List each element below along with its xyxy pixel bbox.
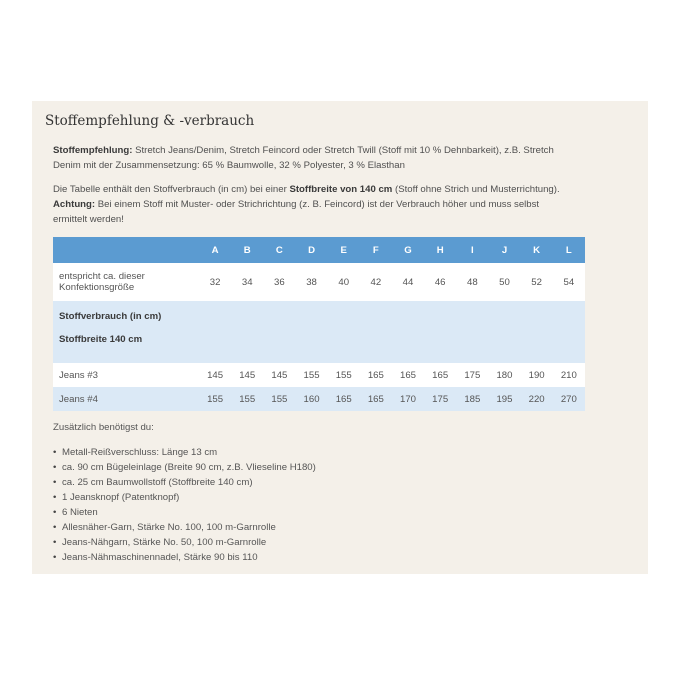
list-item: • Jeans-Nähgarn, Stärke No. 50, 100 m-Garnrolle [53, 535, 316, 550]
table-cell: 40 [328, 263, 360, 301]
table-cell: 48 [456, 263, 488, 301]
table-cell: 175 [456, 363, 488, 387]
section-cell [53, 301, 585, 363]
recommendation-label: Stoffempfehlung: [53, 145, 133, 156]
header-size-g: G [392, 237, 424, 263]
table-cell: 220 [521, 387, 553, 411]
table-cell: 42 [360, 263, 392, 301]
table-cell: 145 [199, 363, 231, 387]
header-empty-cell [53, 237, 199, 263]
table-cell: 195 [488, 387, 520, 411]
table-cell: 185 [456, 387, 488, 411]
info-bold-width: Stoffbreite von 140 cm [289, 184, 393, 195]
list-item: • Allesnäher-Garn, Stärke No. 100, 100 m-Garnrolle [53, 520, 316, 535]
list-item: • Jeans-Nähmaschinennadel, Stärke 90 bis 110 [53, 550, 316, 565]
table-row [53, 263, 585, 301]
row-label: Jeans #4 [53, 387, 199, 411]
header-size-k: K [521, 237, 553, 263]
section-title: Stoffempfehlung & -verbrauch [45, 113, 255, 129]
table-cell: 50 [488, 263, 520, 301]
list-item: • 1 Jeansknopf (Patentknopf) [53, 490, 316, 505]
table-cell: 180 [488, 363, 520, 387]
header-size-d: D [295, 237, 327, 263]
list-item: • 6 Nieten [53, 505, 316, 520]
table-cell: 155 [263, 387, 295, 411]
header-size-e: E [328, 237, 360, 263]
fabric-recommendation [53, 143, 573, 173]
table-cell: 165 [424, 363, 456, 387]
table-cell: 38 [295, 263, 327, 301]
row-label: entspricht ca. dieser Konfektionsgröße [53, 263, 199, 301]
table-cell: 36 [263, 263, 295, 301]
table-cell: 52 [521, 263, 553, 301]
table-cell: 145 [263, 363, 295, 387]
table-cell: 170 [392, 387, 424, 411]
table-cell: 46 [424, 263, 456, 301]
info-bold-attention: Achtung: [53, 199, 96, 210]
section-heading: Stoffverbrauch (in cm) [59, 311, 162, 322]
consumption-table [53, 237, 585, 411]
table-row [53, 387, 585, 411]
section-subheading: Stoffbreite 140 cm [59, 334, 143, 345]
table-cell: 190 [521, 363, 553, 387]
header-size-b: B [231, 237, 263, 263]
header-size-l: L [553, 237, 585, 263]
list-item: • Metall-Reißverschluss: Länge 13 cm [53, 445, 316, 460]
table-row [53, 363, 585, 387]
table-header-row [53, 237, 585, 263]
header-size-c: C [263, 237, 295, 263]
table-cell: 175 [424, 387, 456, 411]
table-cell: 165 [392, 363, 424, 387]
table-cell: 44 [392, 263, 424, 301]
list-item: • ca. 90 cm Bügeleinlage (Breite 90 cm, z.B. Vlieseline H180) [53, 460, 316, 475]
table-cell: 165 [360, 387, 392, 411]
list-item: • ca. 25 cm Baumwollstoff (Stoffbreite 140 cm) [53, 475, 316, 490]
info-text-1: Die Tabelle enthält den Stoffverbrauch (in cm) bei einer [53, 184, 290, 195]
table-cell: 155 [328, 363, 360, 387]
header-size-a: A [199, 237, 231, 263]
info-text-3: Bei einem Stoff mit Muster- oder Strichrichtung (z. B. Feincord) ist der Verbrauch höher und muss selbst ermittelt werden! [53, 199, 540, 225]
header-size-i: I [456, 237, 488, 263]
table-cell: 210 [553, 363, 585, 387]
header-size-f: F [360, 237, 392, 263]
fabric-card [32, 101, 648, 574]
table-cell: 165 [328, 387, 360, 411]
recommendation-text: Stretch Jeans/Denim, Stretch Feincord oder Stretch Twill (Stoff mit 10 % Dehnbarkeit), z.B. Stretch Denim mit der Zusammensetzung: 65 % Baumwolle, 32 % Polyester, 3 % Elasthan [53, 145, 554, 171]
header-size-h: H [424, 237, 456, 263]
table-cell: 160 [295, 387, 327, 411]
extras-title: Zusätzlich benötigst du: [53, 422, 154, 433]
header-size-j: J [488, 237, 520, 263]
table-cell: 145 [231, 363, 263, 387]
table-cell: 34 [231, 263, 263, 301]
table-cell: 54 [553, 263, 585, 301]
consumption-info [53, 182, 573, 227]
table-cell: 155 [199, 387, 231, 411]
row-label: Jeans #3 [53, 363, 199, 387]
table-cell: 32 [199, 263, 231, 301]
info-text-2: (Stoff ohne Strich und Musterrichtung). [392, 184, 560, 195]
table-cell: 165 [360, 363, 392, 387]
extras-list [53, 445, 316, 565]
table-cell: 270 [553, 387, 585, 411]
table-section-row [53, 301, 585, 363]
table-cell: 155 [231, 387, 263, 411]
table-cell: 155 [295, 363, 327, 387]
